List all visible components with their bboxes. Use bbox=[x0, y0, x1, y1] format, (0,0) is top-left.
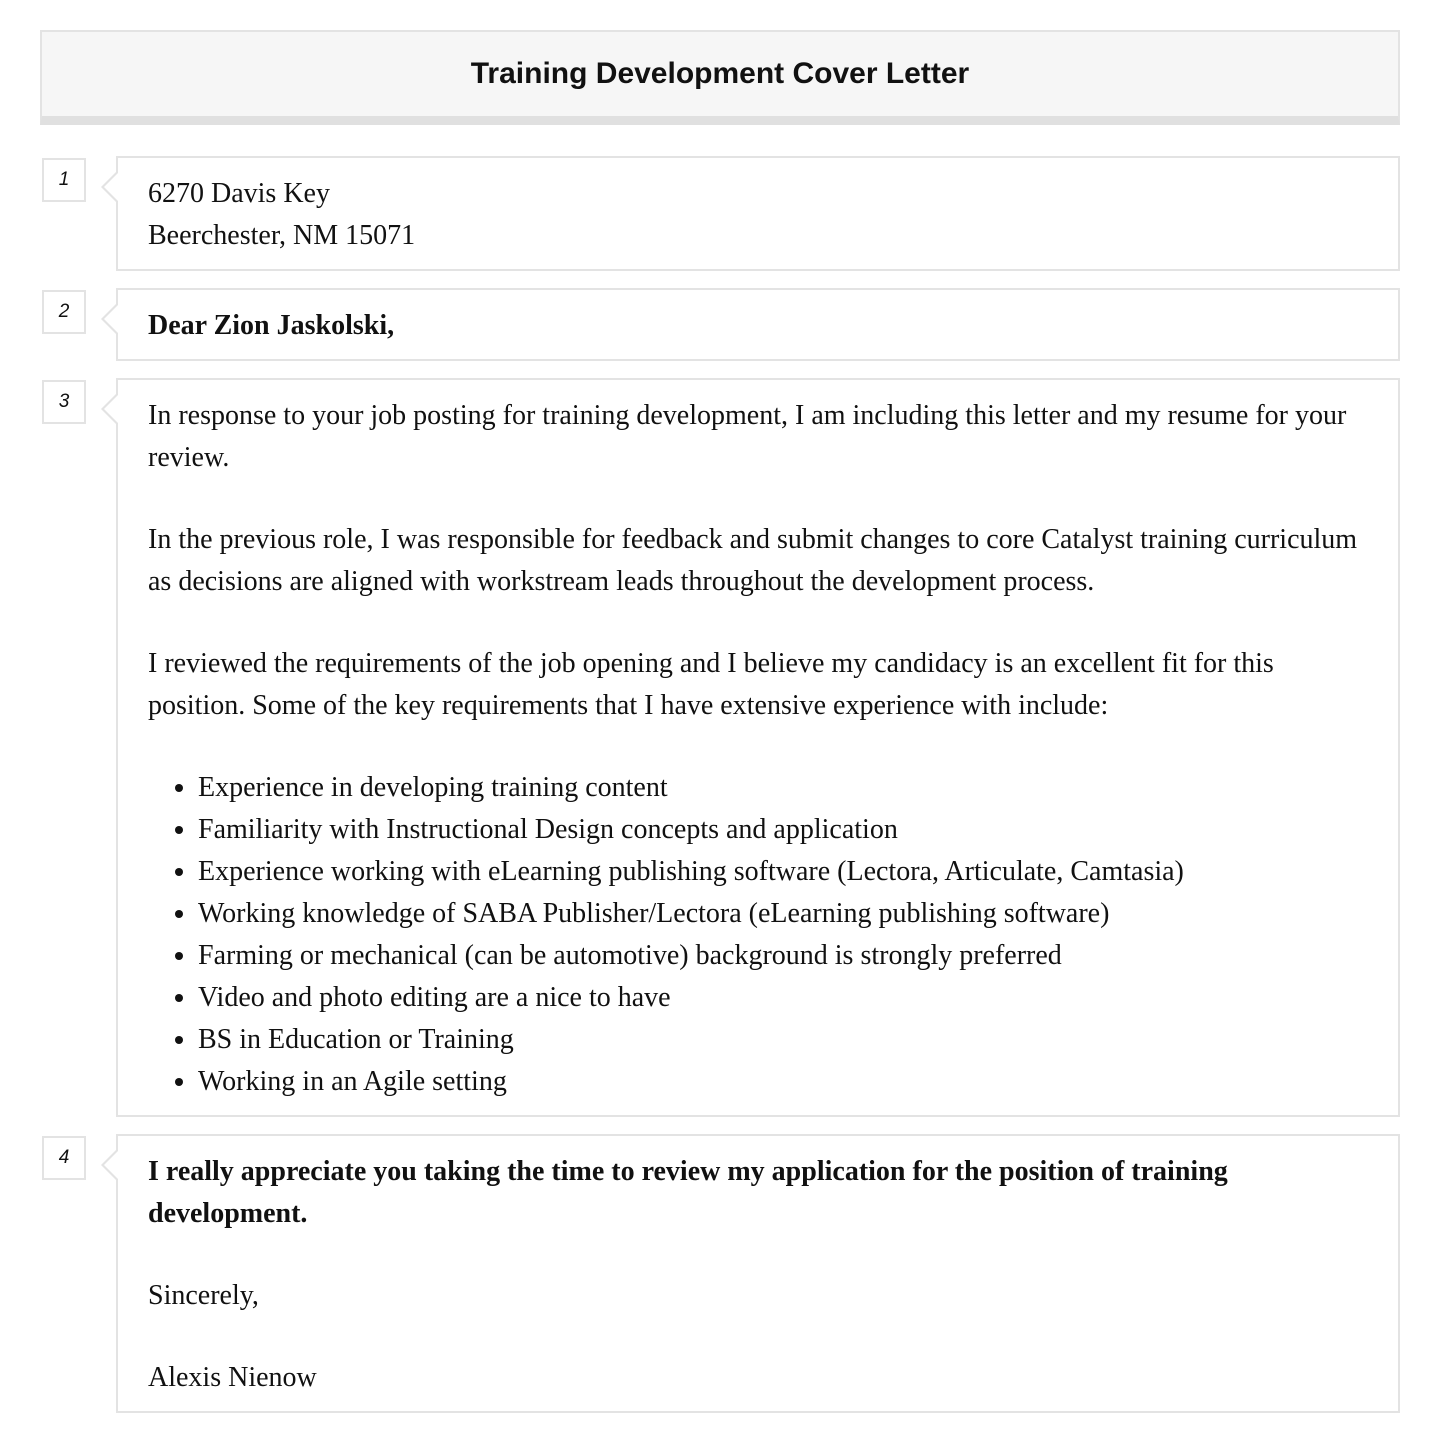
section-number: 4 bbox=[42, 1136, 86, 1180]
list-item: • Experience in developing training content bbox=[198, 767, 1368, 809]
list-item: • Familiarity with Instructional Design concepts and application bbox=[198, 809, 1368, 851]
page-title: Training Development Cover Letter bbox=[470, 57, 970, 90]
section-number: 1 bbox=[42, 158, 86, 202]
title-bar bbox=[40, 30, 1400, 125]
address-line-2: Beerchester, NM 15071 bbox=[148, 220, 416, 251]
closing-box bbox=[116, 1134, 1400, 1413]
body-paragraph: I reviewed the requirements of the job opening and I believe my candidacy is an excellent fit for this position. Some of the key requirements that I have extensive experience with include: bbox=[148, 648, 1274, 721]
list-item: • Farming or mechanical (can be automotive) background is strongly preferred bbox=[198, 935, 1368, 977]
list-item: • Working in an Agile setting bbox=[198, 1061, 1368, 1103]
section-number: 2 bbox=[42, 290, 86, 334]
body-box bbox=[116, 378, 1400, 1117]
requirements-list bbox=[148, 767, 1368, 1103]
body-paragraph: In response to your job posting for training development, I am including this letter and my resume for your review. bbox=[148, 400, 1347, 473]
closing-statement: I really appreciate you taking the time to review my application for the position of training development. bbox=[148, 1156, 1228, 1229]
body-paragraph: In the previous role, I was responsible for feedback and submit changes to core Catalyst training curriculum as decisions are aligned with workstream leads throughout the development process. bbox=[148, 524, 1358, 597]
greeting-text: Dear Zion Jaskolski, bbox=[148, 310, 395, 341]
list-item: • Experience working with eLearning publishing software (Lectora, Articulate, Camtasia) bbox=[198, 851, 1368, 893]
list-item: • Working knowledge of SABA Publisher/Lectora (eLearning publishing software) bbox=[198, 893, 1368, 935]
greeting-box bbox=[116, 288, 1400, 361]
section-number: 3 bbox=[42, 380, 86, 424]
address-box bbox=[116, 156, 1400, 271]
signature: Alexis Nienow bbox=[148, 1362, 317, 1393]
list-item: • BS in Education or Training bbox=[198, 1019, 1368, 1061]
address-line-1: 6270 Davis Key bbox=[148, 178, 330, 209]
list-item: • Video and photo editing are a nice to have bbox=[198, 977, 1368, 1019]
signoff: Sincerely, bbox=[148, 1280, 259, 1311]
